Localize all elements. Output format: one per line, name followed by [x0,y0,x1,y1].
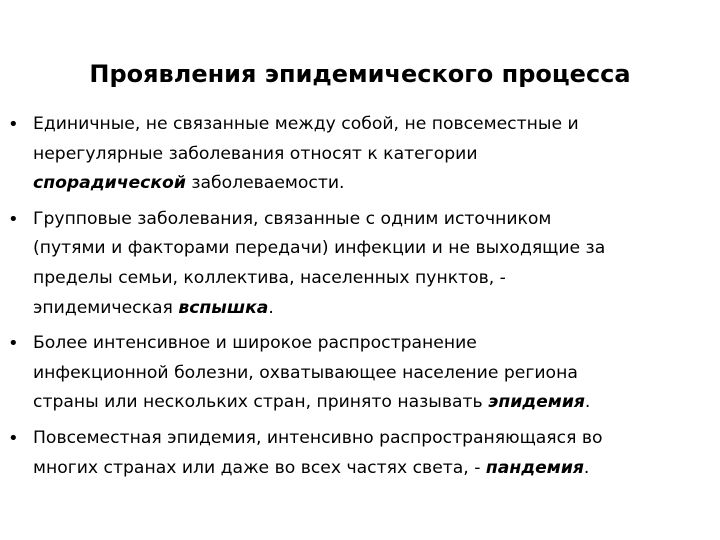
bullet-line: Единичные, не связанные между собой, не повсеместные и [33,114,579,134]
bullet-line: Повсеместная эпидемия, интенсивно распространяющаяся во [33,427,603,448]
bullet-line: инфекционной болезни, охватывающее население региона [33,362,578,383]
bullet-line [33,454,716,484]
bullet-line: Более интенсивное и широкое распространение [33,333,477,354]
bullet-epidemic [8,329,716,418]
slide-title: Проявления эпидемического процесса [89,60,631,88]
bullet-line: пределы семьи, коллектива, населенных пунктов, - [33,267,506,288]
bullet-dot-icon: • [8,114,19,135]
term-pandemic: пандемия [485,457,584,478]
term-outbreak: вспышка [178,297,269,318]
bullet-dot-icon: • [8,427,19,449]
bullet-line: (путями и факторами передачи) инфекции и не выходящие за [33,238,606,259]
bullet-sporadic [8,110,716,199]
bullet-head: страны или нескольких стран, принято называть [33,392,489,413]
bullet-dot-icon: • [8,208,19,230]
bullet-dot-icon: • [8,333,19,355]
term-sporadic: спорадической [33,173,186,194]
bullet-pandemic [8,424,716,483]
bullet-line: Групповые заболевания, связанные с одним источником [33,208,552,229]
bullet-outbreak [8,205,716,323]
bullet-line: нерегулярные заболевания относят к категории [33,143,478,164]
bullet-tail: . [583,457,590,478]
term-epidemic: эпидемия [488,392,585,413]
bullet-tail: заболеваемости. [185,173,345,194]
bullet-line [33,294,716,324]
bullet-list [8,110,716,483]
bullet-tail: . [584,392,591,413]
bullet-line [33,388,716,418]
bullet-tail: . [268,297,274,318]
bullet-line [33,169,716,199]
bullet-head: многих странах или даже во всех частях света, - [33,457,486,478]
bullet-head: эпидемическая [33,297,179,318]
